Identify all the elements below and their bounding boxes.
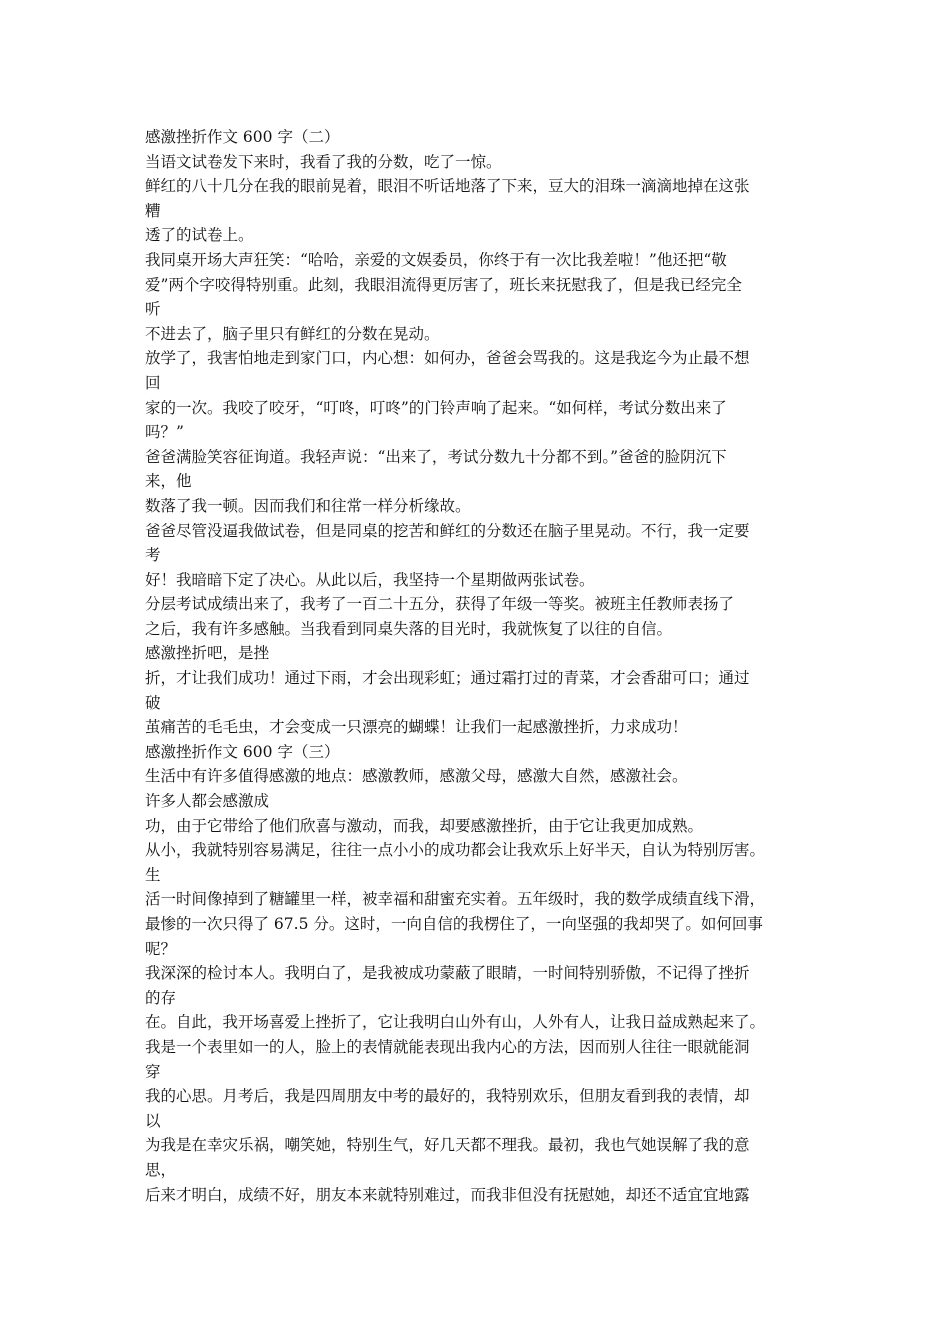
text-line: 数落了我一顿。因而我们和往常一样分析缘故。 <box>145 496 471 515</box>
text-line: 家的一次。我咬了咬牙，“叮咚，叮咚”的门铃声响了起来。“如何样，考试分数出来了 <box>145 398 727 417</box>
text-line: 破 <box>145 693 161 712</box>
text-line: 生活中有许多值得感激的地点：感激教师，感激父母，感激大自然，感激社会。 <box>145 767 688 786</box>
text-line: 吗？” <box>145 423 184 442</box>
text-line: 透了的试卷上。 <box>145 226 254 245</box>
text-line: 我的心思。月考后，我是四周朋友中考的最好的，我特别欢乐，但朋友看到我的表情，却 <box>145 1087 750 1106</box>
text-line: 茧痛苦的毛毛虫，才会变成一只漂亮的蝴蝶！让我们一起感激挫折，力求成功！ <box>145 718 688 737</box>
text-line: 许多人都会感激成 <box>145 792 270 811</box>
text-line: 我同桌开场大声狂笑：“哈哈，亲爱的文娱委员，你终于有一次比我差啦！”他还把“敬 <box>145 250 727 269</box>
text-line: 思， <box>145 1160 177 1179</box>
text-line: 听 <box>145 300 161 319</box>
text-line: 放学了，我害怕地走到家门口，内心想：如何办，爸爸会骂我的。这是我迄今为止最不想 <box>145 349 750 368</box>
text-line: 折，才让我们成功！通过下雨，才会出现彩虹；通过霜打过的青菜，才会香甜可口；通过 <box>145 669 750 688</box>
text-line: 回 <box>145 373 161 392</box>
text-line: 生 <box>145 865 161 884</box>
text-line: 的存 <box>145 988 177 1007</box>
text-line: 爸爸满脸笑容征询道。我轻声说：“出来了，考试分数九十分都不到。”爸爸的脸阴沉下 <box>145 447 727 466</box>
text-line: 我深深的检讨本人。我明白了，是我被成功蒙蔽了眼睛，一时间特别骄傲，不记得了挫折 <box>145 964 750 983</box>
text-line: 活一时间像掉到了糖罐里一样，被幸福和甜蜜充实着。五年级时，我的数学成绩直线下滑， <box>145 890 766 909</box>
text-line: 穿 <box>145 1062 161 1081</box>
text-line: 后来才明白，成绩不好，朋友本来就特别难过，而我非但没有抚慰她，却还不适宜宜地露 <box>145 1185 750 1204</box>
text-line: 不进去了，脑子里只有鲜红的分数在晃动。 <box>145 324 440 343</box>
text-line: 鲜红的八十几分在我的眼前晃着，眼泪不听话地落了下来，豆大的泪珠一滴滴地掉在这张 <box>145 177 750 196</box>
text-line: 爸爸尽管没逼我做试卷，但是同桌的挖苦和鲜红的分数还在脑子里晃动。不行，我一定要 <box>145 521 750 540</box>
heading-part-2: 感激挫折作文 600 字（二） <box>145 128 340 146</box>
text-line: 爱”两个字咬得特别重。此刻，我眼泪流得更厉害了，班长来抚慰我了，但是我已经完全 <box>145 275 742 294</box>
text-line: 糟 <box>145 201 161 220</box>
text-line: 之后，我有许多感触。当我看到同桌失落的目光时，我就恢复了以往的自信。 <box>145 619 673 638</box>
heading-part-3: 感激挫折作文 600 字（三） <box>145 742 340 761</box>
text-line: 好！我暗暗下定了决心。从此以后，我坚持一个星期做两张试卷。 <box>145 570 595 589</box>
document-body <box>145 125 825 1207</box>
text-line: 呢？ <box>145 939 177 958</box>
text-line: 来，他 <box>145 472 192 491</box>
text-line: 以 <box>145 1111 161 1130</box>
text-line: 功，由于它带给了他们欣喜与激动，而我，却要感激挫折，由于它让我更加成熟。 <box>145 816 704 835</box>
text-line: 考 <box>145 546 161 565</box>
text-line: 当语文试卷发下来时，我看了我的分数，吃了一惊。 <box>145 152 502 171</box>
text-line: 在。自此，我开场喜爱上挫折了，它让我明白山外有山，人外有人，让我日益成熟起来了。 <box>145 1013 766 1032</box>
text-line: 我是一个表里如一的人，脸上的表情就能表现出我内心的方法，因而别人往往一眼就能洞 <box>145 1037 750 1056</box>
text-line: 从小，我就特别容易满足，往往一点小小的成功都会让我欢乐上好半天，自认为特别厉害。 <box>145 841 766 860</box>
text-line: 为我是在幸灾乐祸，嘲笑她，特别生气，好几天都不理我。最初，我也气她误解了我的意 <box>145 1136 750 1155</box>
text-line: 分层考试成绩出来了，我考了一百二十五分，获得了年级一等奖。被班主任教师表扬了 <box>145 595 735 614</box>
text-line: 感激挫折吧，是挫 <box>145 644 270 663</box>
text-line: 最惨的一次只得了 67.5 分。这时，一向自信的我楞住了，一向坚强的我却哭了。如何回事 <box>145 915 763 933</box>
